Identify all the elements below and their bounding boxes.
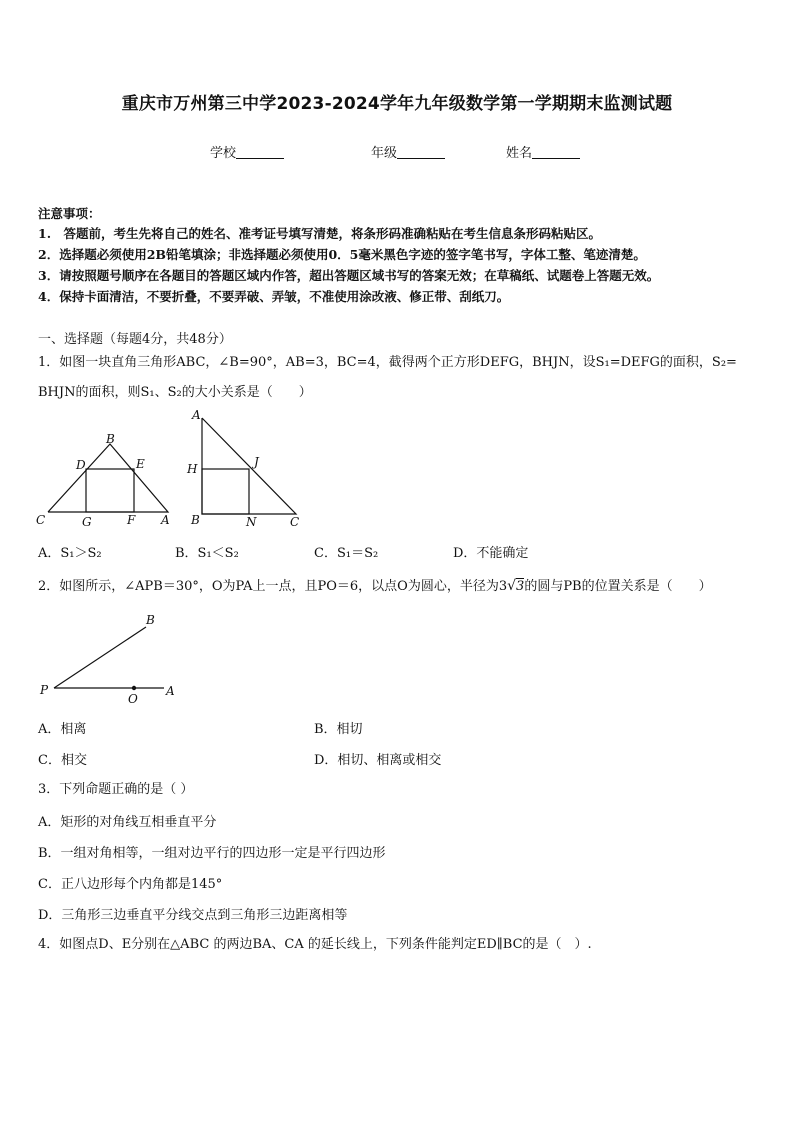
label-e: E [136, 457, 145, 471]
name-field [506, 142, 580, 161]
sqrt-icon: √ [507, 578, 517, 594]
q1-option-c[interactable]: C．S₁＝S₂ [314, 546, 379, 561]
school-label: 学校 [210, 146, 237, 161]
q3-stem: 3．下列命题正确的是（ ） [38, 782, 194, 797]
grade-field [371, 142, 445, 161]
q1-option-a[interactable]: A．S₁＞S₂ [38, 546, 102, 561]
note-item-3: 3．请按照题号顺序在各题目的答题区域内作答，超出答题区域书写的答案无效；在草稿纸、试题卷上答题无效。 [38, 268, 660, 283]
q2-stem-text-after: 的圆与PB的位置关系是（ ） [524, 579, 712, 594]
q2-sqrt-arg: 3 [516, 579, 525, 594]
label-b: B [106, 432, 115, 446]
school-blank[interactable] [236, 146, 284, 159]
q1-figure-left [30, 428, 180, 533]
label-h: H [187, 462, 198, 476]
q1-stem-line1: 1．如图一块直角三角形ABC，∠B=90°，AB=3，BC=4，截得两个正方形DEFG，BHJN，设S₁=DEFG的面积，S₂= [38, 355, 737, 370]
label-p: P [40, 683, 49, 697]
q2-option-b[interactable]: B．相切 [314, 722, 363, 737]
label-g: G [82, 515, 92, 529]
q3-option-d[interactable]: D．三角形三边垂直平分线交点到三角形三边距离相等 [38, 908, 348, 923]
q1-figure-right [182, 406, 307, 536]
section-heading: 一、选择题（每题4分，共48分） [38, 332, 232, 347]
label-d: D [76, 458, 86, 472]
page-title: 重庆市万州第三中学2023-2024学年九年级数学第一学期期末监测试题 [121, 94, 673, 114]
label-b: B [191, 513, 200, 527]
grade-label: 年级 [371, 146, 398, 161]
point-o [132, 686, 136, 690]
q3-option-a[interactable]: A．矩形的对角线互相垂直平分 [38, 815, 217, 830]
q2-option-d[interactable]: D．相切、相离或相交 [314, 753, 442, 768]
q3-option-c[interactable]: C．正八边形每个内角都是145° [38, 877, 223, 892]
label-c: C [36, 513, 46, 527]
note-item-2: 2．选择题必须使用2B铅笔填涂；非选择题必须使用0．5毫米黑色字迹的签字笔书写，字体工整、笔迹清楚。 [38, 247, 646, 262]
q2-option-c[interactable]: C．相交 [38, 753, 87, 768]
q4-stem: 4．如图点D、E分别在△ABC 的两边BA、CA 的延长线上，下列条件能判定ED∥BC的是（ ）. [38, 937, 592, 952]
q2-option-a[interactable]: A．相离 [38, 722, 87, 737]
note-item-1: 1. 答题前，考生先将自己的姓名、准考证号填写清楚，将条形码准确粘贴在考生信息条形码粘贴区。 [38, 226, 602, 241]
notes-heading: 注意事项： [38, 206, 101, 221]
ray-pb [54, 627, 146, 688]
label-f: F [127, 513, 136, 527]
label-o: O [128, 692, 138, 706]
label-n: N [246, 515, 257, 529]
square-defg [86, 469, 134, 512]
q1-option-d[interactable]: D．不能确定 [453, 546, 529, 561]
label-a: A [161, 513, 170, 527]
square-bhjn [202, 469, 249, 514]
label-j: J [254, 455, 259, 469]
q1-stem-line2: BHJN的面积，则S₁、S₂的大小关系是（ ） [38, 385, 312, 400]
name-label: 姓名 [506, 146, 533, 161]
name-blank[interactable] [532, 146, 580, 159]
q1-option-b[interactable]: B．S₁＜S₂ [175, 546, 239, 561]
label-b: B [146, 613, 155, 627]
q2-figure [36, 610, 186, 708]
school-field [210, 142, 284, 161]
note-item-4: 4．保持卡面清洁，不要折叠，不要弄破、弄皱，不准使用涂改液、修正带、刮纸刀。 [38, 289, 510, 304]
label-a: A [192, 408, 201, 422]
q2-stem-text-before: 2．如图所示，∠APB＝30°，O为PA上一点，且PO＝6，以点O为圆心，半径为3 [38, 579, 508, 594]
triangle-abc-left [48, 444, 168, 512]
label-c: C [290, 515, 300, 529]
q3-option-b[interactable]: B．一组对角相等，一组对边平行的四边形一定是平行四边形 [38, 846, 386, 861]
q2-stem [38, 576, 712, 597]
label-a: A [166, 684, 175, 698]
grade-blank[interactable] [397, 146, 445, 159]
